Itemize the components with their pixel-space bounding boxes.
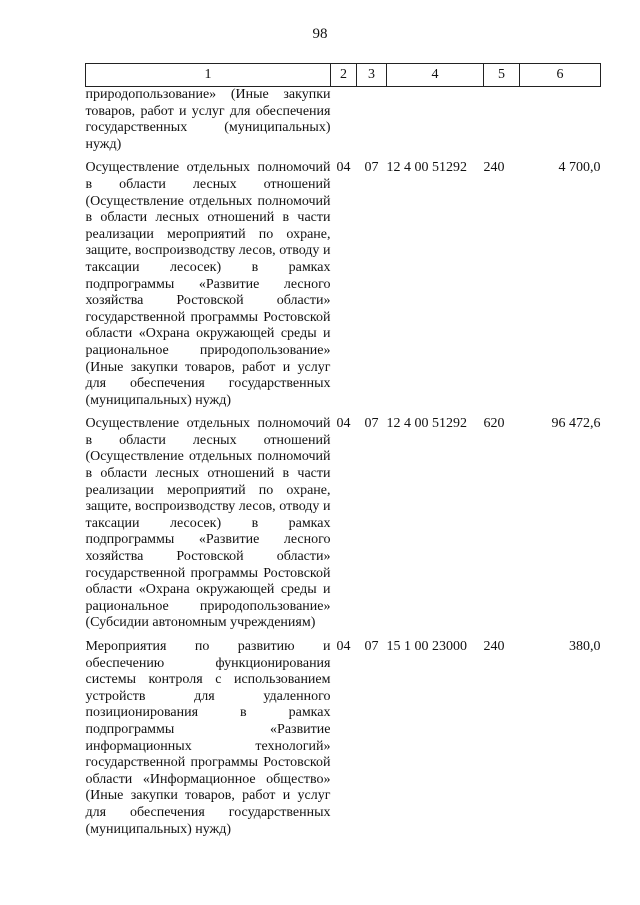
row-amount: 4 700,0 [558,160,601,176]
table-row-continuation [86,87,601,161]
row-target-article: 15 1 00 23000 [386,639,467,654]
row-section-code: 04 [336,160,351,176]
row-subsection-code: 07 [364,160,379,176]
header-col-5: 5 [484,64,520,87]
row-expense-type: 240 [483,160,505,176]
header-col-1: 1 [86,64,331,87]
page-number: 98 [312,26,328,42]
row-amount: 96 472,6 [551,416,601,432]
row-description: природопользование» (Иные закупки товаров, работ и услуг для обеспечения государственных (муниципальных) нужд) [85,87,331,152]
header-row [86,64,601,87]
header-col-6: 6 [520,64,601,87]
header-col-2: 2 [331,64,357,87]
row-description: Осуществление отдельных полномочий в области лесных отношений (Осуществление отдельных полномочий в области лесных отношений в части реализации мероприятий по охране, защите, воспроизводству лесов, отводу и таксации лесосек) в рамках подпрограммы «Развитие лесного хозяйства Ростовской области» государственной программы Ростовской области «Охрана окружающей среды и рациональное природопользование» (Иные закупки товаров, работ и услуг для обеспечения государственных (муниципальных) нужд) [85,160,331,408]
row-description: Осуществление отдельных полномочий в области лесных отношений (Осуществление отдельных полномочий в области лесных отношений в части реализации мероприятий по охране, защите, воспроизводству лесов, отводу и таксации лесосек) в рамках подпрограммы «Развитие лесного хозяйства Ростовской области» государственной программы Ростовской области «Охрана окружающей среды и рациональное природопользование» (Субсидии автономным учреждениям) [85,416,331,631]
row-section-code: 04 [336,639,351,654]
row-amount: 380,0 [569,639,601,654]
row-target-article: 12 4 00 51292 [386,416,467,432]
header-col-4: 4 [387,64,484,87]
row-expense-type: 620 [483,416,505,432]
row-subsection-code: 07 [364,416,379,432]
row-subsection-code: 07 [364,639,379,654]
table-row [86,639,601,845]
table-row [86,416,601,639]
table-row [86,160,601,416]
row-expense-type: 240 [483,639,505,654]
row-section-code: 04 [336,416,351,432]
budget-table [85,63,601,845]
row-target-article: 12 4 00 51292 [386,160,467,176]
header-col-3: 3 [357,64,387,87]
row-description: Мероприятия по развитию и обеспечению функционирования системы контроля с использованием устройств для удаленного позиционирования в рамках подпрограммы «Развитие информационных технологий» государственной программы Ростовской области «Информационное общество» (Иные закупки товаров, работ и услуг для обеспечения государственных (муниципальных) нужд) [85,639,331,837]
